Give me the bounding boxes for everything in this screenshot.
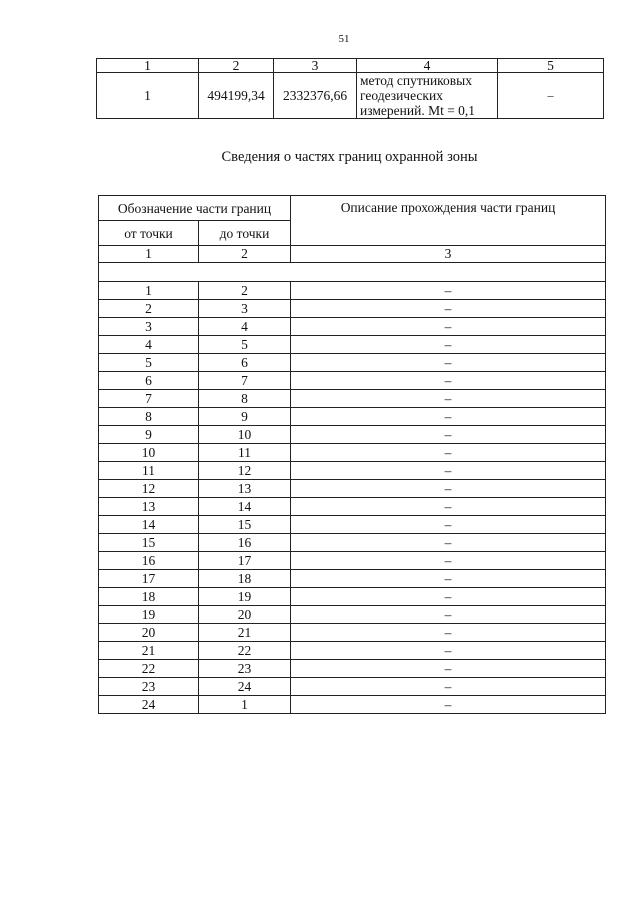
- description-cell: –: [291, 498, 606, 516]
- to-point-cell: 13: [199, 480, 291, 498]
- method-line: измерений. Mt = 0,1: [360, 103, 476, 118]
- description-cell: –: [291, 516, 606, 534]
- to-point-cell: 17: [199, 552, 291, 570]
- to-point-cell: 23: [199, 660, 291, 678]
- table-row: [99, 516, 606, 534]
- to-point-cell: 4: [199, 318, 291, 336]
- from-point-cell: 13: [99, 498, 199, 516]
- description-cell: –: [291, 318, 606, 336]
- table-row: [99, 696, 606, 714]
- coordinate-x: 494199,34: [199, 73, 274, 119]
- empty-cell: [99, 263, 606, 282]
- from-point-cell: 11: [99, 462, 199, 480]
- method-description: [357, 73, 498, 119]
- to-point-cell: 5: [199, 336, 291, 354]
- column-number-5: 5: [498, 59, 604, 73]
- method-line: геодезических: [360, 88, 443, 103]
- description-cell: –: [291, 660, 606, 678]
- description-cell: –: [291, 588, 606, 606]
- from-point-cell: 19: [99, 606, 199, 624]
- column-number-2: 2: [199, 59, 274, 73]
- header-to: до точки: [199, 221, 291, 246]
- section-title: Сведения о частях границ охранной зоны: [221, 149, 478, 165]
- table-row: [99, 426, 606, 444]
- to-point-cell: 20: [199, 606, 291, 624]
- table-row: [99, 678, 606, 696]
- table-row: [99, 390, 606, 408]
- description-cell: –: [291, 354, 606, 372]
- column-number-4: 4: [357, 59, 498, 73]
- description-cell: –: [291, 408, 606, 426]
- to-point-cell: 2: [199, 282, 291, 300]
- point-number: 1: [97, 73, 199, 119]
- from-point-cell: 4: [99, 336, 199, 354]
- table-row: [99, 624, 606, 642]
- description-cell: –: [291, 372, 606, 390]
- from-point-cell: 8: [99, 408, 199, 426]
- to-point-cell: 3: [199, 300, 291, 318]
- table-row: [99, 570, 606, 588]
- from-point-cell: 3: [99, 318, 199, 336]
- description-cell: –: [291, 300, 606, 318]
- table-row: [99, 660, 606, 678]
- from-point-cell: 6: [99, 372, 199, 390]
- to-point-cell: 6: [199, 354, 291, 372]
- description-cell: –: [291, 480, 606, 498]
- to-point-cell: 19: [199, 588, 291, 606]
- to-point-cell: 16: [199, 534, 291, 552]
- table-row: [99, 480, 606, 498]
- to-point-cell: 22: [199, 642, 291, 660]
- from-point-cell: 16: [99, 552, 199, 570]
- from-point-cell: 10: [99, 444, 199, 462]
- parts-column-numbers-row: [99, 246, 606, 263]
- table-row: [99, 588, 606, 606]
- from-point-cell: 21: [99, 642, 199, 660]
- column-number-2: 2: [199, 246, 291, 263]
- column-number-3: 3: [291, 246, 606, 263]
- description-cell: –: [291, 642, 606, 660]
- column-number-1: 1: [97, 59, 199, 73]
- column-number-1: 1: [99, 246, 199, 263]
- column-number-3: 3: [274, 59, 357, 73]
- description-cell: –: [291, 678, 606, 696]
- coordinates-table: [96, 58, 604, 119]
- table-row: [99, 462, 606, 480]
- header-designation: Обозначение части границ: [99, 196, 291, 221]
- coordinates-header-row: [97, 59, 604, 73]
- from-point-cell: 14: [99, 516, 199, 534]
- to-point-cell: 11: [199, 444, 291, 462]
- from-point-cell: 22: [99, 660, 199, 678]
- to-point-cell: 24: [199, 678, 291, 696]
- table-row: [99, 300, 606, 318]
- from-point-cell: 24: [99, 696, 199, 714]
- description-cell: –: [291, 606, 606, 624]
- from-point-cell: 12: [99, 480, 199, 498]
- to-point-cell: 7: [199, 372, 291, 390]
- coordinate-y: 2332376,66: [274, 73, 357, 119]
- from-point-cell: 20: [99, 624, 199, 642]
- table-row: [99, 372, 606, 390]
- from-point-cell: 17: [99, 570, 199, 588]
- description-cell: –: [291, 390, 606, 408]
- page-number: 51: [338, 33, 350, 45]
- to-point-cell: 10: [199, 426, 291, 444]
- description-cell: –: [291, 696, 606, 714]
- table-row: [99, 354, 606, 372]
- from-point-cell: 1: [99, 282, 199, 300]
- description-cell: –: [291, 462, 606, 480]
- description-cell: –: [291, 282, 606, 300]
- from-point-cell: 2: [99, 300, 199, 318]
- description-cell: –: [291, 624, 606, 642]
- to-point-cell: 8: [199, 390, 291, 408]
- coordinates-row: [97, 73, 604, 119]
- description-cell: –: [291, 336, 606, 354]
- parts-empty-row: [99, 263, 606, 282]
- from-point-cell: 23: [99, 678, 199, 696]
- to-point-cell: 21: [199, 624, 291, 642]
- from-point-cell: 5: [99, 354, 199, 372]
- table-row: [99, 642, 606, 660]
- table-row: [99, 336, 606, 354]
- description-cell: –: [291, 426, 606, 444]
- table-row: [99, 534, 606, 552]
- table-row: [99, 318, 606, 336]
- boundary-parts-table: [98, 195, 606, 714]
- to-point-cell: 12: [199, 462, 291, 480]
- table-row: [99, 606, 606, 624]
- table-row: [99, 282, 606, 300]
- to-point-cell: 14: [199, 498, 291, 516]
- description-cell: –: [291, 534, 606, 552]
- description-cell: –: [291, 444, 606, 462]
- table-row: [99, 552, 606, 570]
- to-point-cell: 9: [199, 408, 291, 426]
- header-description: Описание прохождения части границ: [291, 196, 606, 246]
- from-point-cell: 18: [99, 588, 199, 606]
- from-point-cell: 15: [99, 534, 199, 552]
- from-point-cell: 9: [99, 426, 199, 444]
- method-line: метод спутниковых: [360, 73, 472, 88]
- table-row: [99, 498, 606, 516]
- parts-header-row: [99, 196, 606, 221]
- table-row: [99, 408, 606, 426]
- to-point-cell: 18: [199, 570, 291, 588]
- column-5-value: –: [498, 73, 604, 119]
- description-cell: –: [291, 570, 606, 588]
- description-cell: –: [291, 552, 606, 570]
- table-row: [99, 444, 606, 462]
- to-point-cell: 1: [199, 696, 291, 714]
- from-point-cell: 7: [99, 390, 199, 408]
- header-from: от точки: [99, 221, 199, 246]
- to-point-cell: 15: [199, 516, 291, 534]
